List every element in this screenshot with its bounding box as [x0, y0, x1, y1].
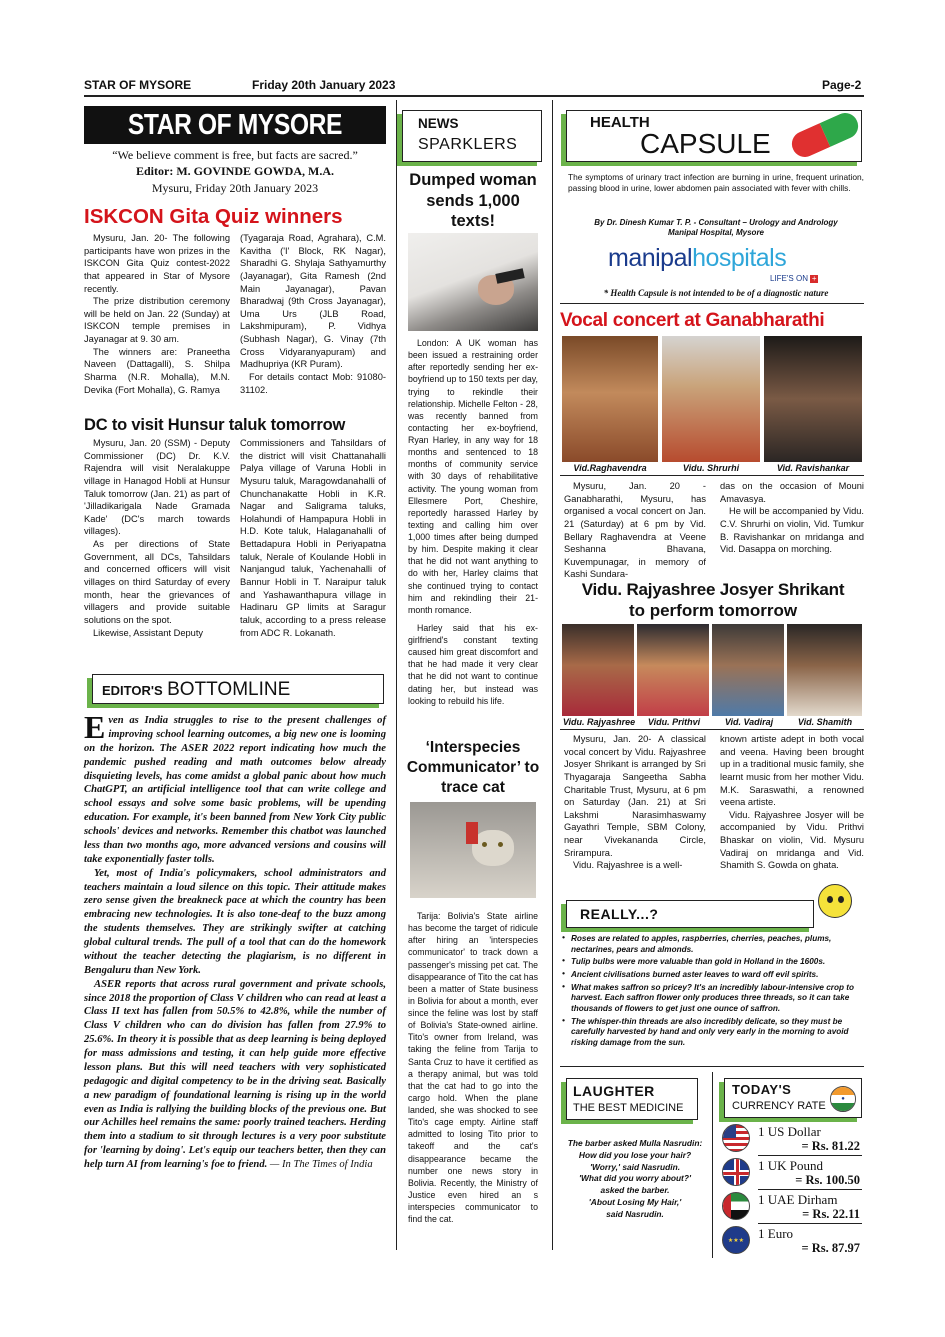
currency-name: 1 Euro	[758, 1226, 794, 1241]
really-item: • The whisper-thin threads are also incredibly delicate, so they must be carefully harvested by hand and only very early in the morning to avoid risking damage from the sun.	[562, 1017, 864, 1049]
section-rule	[560, 729, 864, 730]
currency-rate: = Rs. 22.11	[802, 1207, 860, 1221]
photo-raghavendra	[562, 336, 658, 462]
news-label-b: SPARKLERS	[418, 136, 518, 153]
paragraph: He will be accompanied by Vidu. C.V. Shrurhi on violin, Vid. Tumkur B. Ravishankar on mridanga and Vid. Dasappa on morching.	[720, 506, 864, 555]
header-page: Page-2	[822, 78, 862, 92]
health-label-b: CAPSULE	[640, 128, 771, 159]
story2-title: ‘Interspecies Communicator’ to trace cat	[406, 739, 540, 797]
caption: Vid.Raghavendra	[573, 463, 647, 473]
phone-photo	[408, 233, 538, 331]
rajya-title-2: to perform tomorrow	[628, 601, 798, 620]
story1-title: Dumped woman sends 1,000 texts!	[409, 171, 537, 231]
editor-label	[102, 679, 290, 701]
paragraph: For details contact Mob: 91080-31102.	[240, 372, 386, 395]
currency-divider	[758, 1223, 862, 1224]
cat-head	[472, 830, 514, 866]
manipal-logo	[608, 244, 786, 273]
joke-line: 'About Losing My Hair,'	[588, 1196, 682, 1207]
news-label-a: NEWS	[418, 116, 459, 131]
health-label-a: HEALTH	[590, 114, 650, 131]
laughter-label-a: LAUGHTER	[573, 1083, 655, 1099]
paragraph: The winners are: Praneetha Naveen (Dattagalli), S. Shilpa Sharma (N.R. Mohalla), M.N. Devika (Fort Mohalla), G. Ramya	[84, 346, 230, 395]
caption: Vidu. Prithvi	[647, 717, 701, 727]
health-byline: By Dr. Dinesh Kumar T. P. - Consultant – Urology and Andrology	[594, 218, 838, 227]
iskcon-col1	[84, 232, 230, 396]
paragraph: As per directions of State Government, all DCs, Tahsildars and concerned officers will visit villages on third Saturday of every month, hear the grievances of villagers and provide suitable solutions on the spot.	[84, 539, 230, 625]
logo-part-b: hospitals	[692, 244, 787, 272]
paragraph: Harley said that his ex-girlfriend's constant texting caused him great discomfort and that he had made it very clear that he did not want to continue dating her, but instead was looking to rebuild his life.	[408, 622, 538, 706]
india-flag-icon: ●	[830, 1086, 856, 1112]
editor-label-a: EDITOR'S	[102, 683, 163, 698]
logo-tagline: LIFE'S ON	[770, 274, 808, 283]
paragraph: (Tyagaraja Road, Agrahara), C.M. Kavitha ('I' Block, RK Nagar), Sharadhi G. Shylaja Sathyamurthy (Jayanagar), Gita Ramesh (2nd Main Jayanagar), Pavan Bharadwaj (9th Cross Jayanagar), Uma Urs (JLB Road, Lakshmipuram), P. Vidhya (Subhash Nagar), G. Vinay (7th Cross Vidyaranyapuram) and Madhupriya (KR Puram).	[240, 233, 386, 370]
health-byline2: Manipal Hospital, Mysore	[667, 228, 765, 237]
currency-divider	[758, 1189, 862, 1190]
rajya-col2	[720, 733, 864, 872]
currency-rate: = Rs. 100.50	[795, 1173, 860, 1187]
paragraph: Likewise, Assistant Deputy	[93, 627, 204, 638]
caption: Vidu. Shrurhi	[682, 463, 740, 473]
section-rule	[560, 303, 864, 304]
drop-cap: E	[84, 709, 106, 745]
photo-shrurhi	[662, 336, 760, 462]
currency-divider	[758, 1155, 862, 1156]
really-label: REALLY...?	[580, 906, 659, 922]
photo-prithvi	[637, 624, 709, 716]
editorial-text: ven as India struggles to rise to the present challenges of improving school learning outcomes, a big new one is looming on the horizon. The ASER 2022 report indicating how much the pandemic pushed reading and math outcomes below already disquieting levels, has come amidst a global panic about how much ChatGPT, an artificial intelligence tool that can write college and school essays and solve some basic problems, will be upending education. For example, it's been banned from New York City public schools' devices and networks. Remember this chatbot was launched less than two months ago, more advanced versions and cousins will take exponentially faster tolls.	[84, 715, 386, 865]
header-rule	[84, 95, 864, 97]
joke-line: 'What did you worry about?'	[579, 1173, 691, 1184]
vocal-title: Vocal concert at Ganabharathi	[560, 310, 825, 331]
editor-label-b: BOTTOMLINE	[167, 679, 291, 700]
currency-name: 1 US Dollar	[758, 1124, 821, 1139]
currency-rate: = Rs. 81.22	[801, 1139, 860, 1153]
caption: Vid. Shamith	[797, 717, 853, 727]
paragraph: Mysuru, Jan. 20 - Ganabharathi, Mysuru, has organised a vocal concert on Jan. 21 (Saturday) at 6 pm by Vid. Bellary Raghavendra at Veene Seshanna Bhavana, Kuvempunagar, in memory of Kashi Sundara-	[564, 481, 706, 580]
masthead-motto: “We believe comment is free, but facts are sacred.”	[112, 148, 358, 162]
masthead-editor: Editor: M. GOVINDE GOWDA, M.A.	[136, 164, 334, 178]
photo-shamith	[787, 624, 862, 716]
column-rule	[712, 1072, 713, 1258]
lightbulb-icon	[818, 884, 852, 918]
iskcon-col2	[240, 232, 386, 396]
logo-part-a: manipal	[608, 244, 693, 272]
rajya-col1	[564, 733, 706, 872]
rajya-title-1: Vidu. Rajyashree Josyer Shrikant	[581, 580, 845, 599]
manipal-tag	[770, 274, 818, 283]
plus-icon: +	[811, 274, 817, 283]
joke-line: The barber asked Mulla Nasrudin: How did you lose your hair?	[567, 1138, 703, 1160]
bulb-eye	[838, 896, 844, 903]
paragraph: Commissioners and Tahsildars of the district will visit Chattanahalli Palya village of Varuna Hobli in Mysuru taluk, Maragowdanahalli of Chunchanakatte Hobli in K.R. Nagar and Saligrama taluks, Holahundi of Hampapura Hobli in H.D. Kote taluk, Halaganahalli of Bettadapura Hobli in Periyapatna taluk, Nerale of Koulande Hobli in Nanjangud taluk, Yachenahalli of Bannur Hobli in T. Naraipur taluk and Yashawanthapura village in Hadinaru GP limits at Saragur taluk, according to a press release from ADC R. Lokanath.	[240, 438, 386, 638]
cat-eye	[482, 842, 487, 847]
cat-eye	[498, 842, 503, 847]
health-text: The symptoms of urinary tract infection are burning in urine, frequent urination, passing blood in urine, lower abdomen pain associated with fever with chills.	[568, 172, 864, 193]
bulb-eye	[827, 896, 833, 903]
paragraph: Tarija: Bolivia's State airline has become the target of ridicule after hiring an 'interspecies communicator' to track down a passenger's missing pet cat. The disappearance of Tito the cat has been a matter of State business in Bolivia for about a month, ever since the feline was lost by staff of Bolivia's State-owned airline. Tito's owner from Ireland, was taking the feline from Tarija to Santa Cruz to have it certified as a therapy animal, but was told that the cat had to go into the cargo hold. When the plane landed, she was shocked to see Tito's cage empty. Airline staff admitted to losing Tito prior to takeoff and the cat's disappearance became the number one news story in Bolivia. Recently, the Ministry of Justice even hired an s interspecies communicator to find the cat.	[408, 911, 538, 1225]
health-disclaimer: * Health Capsule is not intended to be of a diagnostic nature	[603, 288, 829, 298]
paragraph: London: A UK woman has been issued a restraining order after reportedly sending her ex-boyfriend up to 150 texts per day, trying to rekindle their relationship. Michelle Felton - 28, was recently banned from contacting her ex-boyfriend, Ryan Harley, in any way for 18 months and sentenced to 18 months of community service with 30 days of rehabilitative activity. The young woman from Ellesmere Port, Cheshire, reportedly harassed Harley by texting and calling him over 1,000 times after being dumped by him. Despite making it clear that he did not want anything to do with her, Harley claims that she continued trying to contact him and rekindling their 21-month romance.	[408, 338, 538, 615]
photo-vadiraj	[712, 624, 784, 716]
paragraph: Mysuru, Jan. 20- A classical vocal concert by Vidu. Rajyashree Josyer Shrikant is arranged by Sri Thyagaraja Sangeetha Sabha Charitable Trust, Mysuru, at 6 pm on Saturday (Jan. 21) at Sri Lakshmi Narasimhaswamy Gayathri Temple, SBM Colony, near Vivekananda Circle, Srirampura.	[564, 734, 706, 858]
header-date: Friday 20th January 2023	[252, 78, 396, 92]
section-rule	[560, 1066, 864, 1067]
masthead-dateline: Mysuru, Friday 20th January 2023	[151, 181, 319, 195]
editorial-credit: — In The Times of India	[269, 1159, 373, 1170]
really-item: • What makes saffron so pricey? It's an incredibly labour-intensive crop to harvest. Each saffron flower only produces three threads, so it can take thousands of flowers to get just one ounce of saffron.	[562, 983, 864, 1015]
paragraph	[84, 709, 386, 867]
laughter-text	[566, 1138, 704, 1220]
us-flag-icon	[722, 1124, 750, 1152]
joke-line: asked the barber.	[600, 1185, 670, 1196]
currency-name: 1 UAE Dirham	[758, 1192, 838, 1207]
dc-col1	[84, 437, 230, 639]
caption: Vidu. Rajyashree	[562, 717, 636, 727]
editorial-text: ASER reports that across rural government and private schools, since 2018 the proportion of Class V children who can read at least a Class II text has fallen from 50.5% to 42.8%, while the number of Class V children who can do division has fallen from 27.9% to 25.6%. In theory it is possible that as deep learning is being deployed for mass admissions and testing, it can help guide more effective lesson plans. But this will need teachers with very sophisticated pedagogic and digital competency to be in the driving seat. Basically a new paradigm of foundational learning is rising up in the world even as India is rallying the building blocks of the previous one. But our Achilles heel remains the same: poorly trained teachers. Herding them into a stadium to sit through lectures is a very poor substitute for 'learning by doing'. Let's equip our teachers better, then they can help turn AI from learning's foe to friend.	[84, 978, 386, 1170]
caption: Vid. Vadiraj	[724, 717, 774, 727]
paragraph: Yet, most of India's policymakers, school administrators and teachers maintain a loud silence on this topic. Their attitude makes zero sense given the breakneck pace at which the country has been embracing new technologies. It is also tone-deaf to the buzz among the students themselves. They are strikingly swifter at catching global cultural trends. The pull of a tool that can do the homework without the teacher detecting the plagiarism, is no different in Bengaluru than New York.	[84, 867, 386, 976]
photo-rajyashree	[562, 624, 634, 716]
eu-flag-icon: ★★★	[722, 1226, 750, 1254]
paragraph: known artiste adept in both vocal and veena. Having been brought up in a traditional music family, she learnt music from her mother Vidu. M.K. Saraswathi, a renowned veena artiste.	[720, 734, 864, 808]
masthead-logo	[84, 106, 386, 144]
paragraph: Mysuru, Jan. 20- The following participants have won prizes in the ISKCON Gita Quiz contest-2022 that appeared in Star of Mysore recently.	[84, 233, 230, 294]
paragraph: Vidu. Rajyashree is a well-	[573, 860, 683, 871]
joke-line: 'Worry,' said Nasrudin.	[589, 1161, 681, 1172]
story2-body	[408, 910, 538, 1225]
paragraph: Mysuru, Jan. 20 (SSM) - Deputy Commissioner (DC) Dr. K.V. Rajendra will visit Neralakuppe village in Hanagod Hobli at Hunsur Taluk tomorrow (Jan. 21) as part of 'Jilladikarigala Nade Gramada Kade' (DC's march towards villages).	[84, 438, 230, 537]
masthead-logo-text: STAR OF MYSORE	[127, 109, 343, 141]
vocal-col2	[720, 480, 864, 556]
uk-flag-icon	[722, 1158, 750, 1186]
joke-line: said Nasrudin.	[606, 1208, 664, 1219]
really-item: • Ancient civilisations burned aster leaves to ward off evil spirits.	[562, 970, 864, 981]
header-paper: STAR OF MYSORE	[84, 78, 192, 92]
caption: Vid. Ravishankar	[776, 463, 850, 473]
cat-photo	[410, 802, 536, 898]
currency-rate: = Rs. 87.97	[801, 1241, 860, 1255]
dc-title: DC to visit Hunsur taluk tomorrow	[84, 416, 346, 434]
cup-shape	[466, 822, 478, 844]
dc-col2	[240, 437, 386, 639]
laughter-label-b: THE BEST MEDICINE	[573, 1102, 684, 1114]
iskcon-title: ISKCON Gita Quiz winners	[84, 205, 343, 228]
vocal-col1	[564, 480, 706, 581]
section-rule	[560, 475, 864, 476]
paragraph: The prize distribution ceremony will be held on Jan. 22 (Sunday) at ISKCON temple premises in Jayanagar at 9. 30 am.	[84, 296, 230, 345]
currency-name: 1 UK Pound	[758, 1158, 824, 1173]
uae-flag-icon	[722, 1192, 750, 1220]
paragraph	[84, 978, 386, 1172]
story1-body	[408, 337, 538, 707]
really-item: • Tulip bulbs were more valuable than gold in Holland in the 1600s.	[562, 957, 864, 968]
paragraph: Vidu. Rajyashree Josyer will be accompanied by Vidu. Prithvi Bhaskar on violin, Vid. Mysuru Vadiraj on mridanga and Vid. Shamith S. Gowda on ghata.	[720, 809, 864, 871]
column-rule	[396, 100, 397, 1250]
editorial-body	[84, 709, 386, 1172]
currency-label-a: TODAY'S	[732, 1082, 792, 1097]
really-item: • Roses are related to apples, raspberries, cherries, peaches, plums, nectarines, pears and almonds.	[562, 934, 864, 955]
photo-ravishankar	[764, 336, 862, 462]
paragraph: das on the occasion of Mouni Amavasya.	[720, 481, 864, 504]
column-rule	[552, 100, 553, 1250]
currency-label-b: CURRENCY RATE	[732, 1100, 826, 1112]
really-list	[562, 934, 864, 1051]
